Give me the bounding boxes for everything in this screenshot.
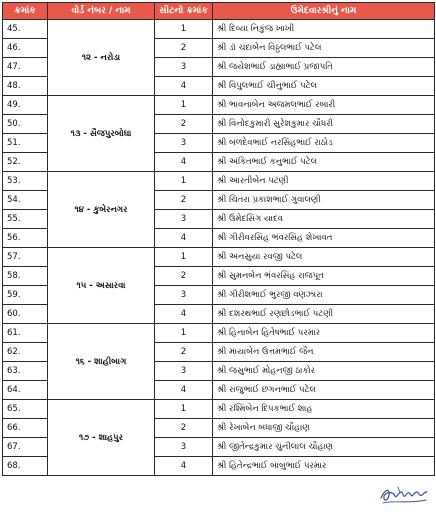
serial-cell: 64.	[3, 381, 48, 400]
serial-cell: 54.	[3, 191, 48, 210]
serial-cell: 68.	[3, 457, 48, 476]
candidate-name-cell: શ્રી આરતીબેન પટણી	[213, 172, 435, 191]
candidate-name-cell: શ્રી જસુભાઈ મોહનજી ઠાકોર	[213, 362, 435, 381]
ward-cell: ૧૫ - અસારવા	[48, 248, 155, 324]
serial-cell: 67.	[3, 438, 48, 457]
seat-cell: 3	[155, 58, 213, 77]
header-seat: સીટનો ક્રમાંક	[155, 3, 213, 20]
candidate-name-cell: શ્રી ચિતરા પ્રકાશભાઈ ગુવાલણી	[213, 191, 435, 210]
serial-cell: 50.	[3, 115, 48, 134]
candidate-name-cell: શ્રી અંકિતભાઈ કનુભાઈ પટેલ	[213, 153, 435, 172]
table-body	[3, 20, 435, 476]
candidate-name-cell: શ્રી રેખાબેન બધાજી ચૌહાણ	[213, 419, 435, 438]
serial-cell: 53.	[3, 172, 48, 191]
candidate-table	[2, 2, 435, 476]
seat-cell: 2	[155, 191, 213, 210]
serial-cell: 62.	[3, 343, 48, 362]
seat-cell: 3	[155, 286, 213, 305]
table-header	[3, 3, 435, 20]
serial-cell: 48.	[3, 77, 48, 96]
candidate-name-cell: શ્રી ગીરીવરસિંહ ભંવરસિંહ શેખાવત	[213, 229, 435, 248]
seat-cell: 4	[155, 153, 213, 172]
seat-cell: 1	[155, 96, 213, 115]
seat-cell: 2	[155, 115, 213, 134]
seat-cell: 1	[155, 324, 213, 343]
candidate-name-cell: શ્રી વિપુલભાઈ ચીનુભાઈ પટેલ	[213, 77, 435, 96]
ward-cell: ૧૭ - શાહપુર	[48, 400, 155, 476]
seat-cell: 4	[155, 77, 213, 96]
serial-cell: 52.	[3, 153, 48, 172]
header-serial: ક્રમાંક	[3, 3, 48, 20]
seat-cell: 1	[155, 400, 213, 419]
candidate-name-cell: શ્રી ગીરીશભાઈ ભુરજી વણઝારા	[213, 286, 435, 305]
ward-cell: ૧૪ - કુબેરનગર	[48, 172, 155, 248]
seat-cell: 4	[155, 381, 213, 400]
seat-cell: 2	[155, 343, 213, 362]
seat-cell: 1	[155, 172, 213, 191]
serial-cell: 63.	[3, 362, 48, 381]
seat-cell: 3	[155, 210, 213, 229]
ward-cell: ૧૨ - નરોડા	[48, 20, 155, 96]
table-row	[3, 400, 435, 419]
serial-cell: 56.	[3, 229, 48, 248]
serial-cell: 60.	[3, 305, 48, 324]
seat-cell: 2	[155, 419, 213, 438]
serial-cell: 58.	[3, 267, 48, 286]
ward-cell: ૧૬ - શાહીબાગ	[48, 324, 155, 400]
candidate-name-cell: શ્રી ભાવનાબેન અજમલભાઈ રબારી	[213, 96, 435, 115]
candidate-name-cell: શ્રી દિવ્યા નિકુંજ ખાખી	[213, 20, 435, 39]
seat-cell: 1	[155, 20, 213, 39]
seat-cell: 3	[155, 362, 213, 381]
candidate-name-cell: શ્રી જીતેન્દ્રકુમાર ચુનીલાલ ચૌહાણ	[213, 438, 435, 457]
seat-cell: 1	[155, 248, 213, 267]
candidate-name-cell: શ્રી સુમનબેન ભંવરસિંહ રાજપૂત	[213, 267, 435, 286]
serial-cell: 51.	[3, 134, 48, 153]
serial-cell: 45.	[3, 20, 48, 39]
candidate-name-cell: શ્રી દશરથભાઈ રણછોડભાઈ પટણી	[213, 305, 435, 324]
candidate-name-cell: શ્રી અનસુયા રવજી પટેલ	[213, 248, 435, 267]
serial-cell: 57.	[3, 248, 48, 267]
candidate-name-cell: શ્રી રાજુભાઈ છગનભાઈ પટેલ	[213, 381, 435, 400]
candidate-name-cell: શ્રી જયેશભાઈ ડાહ્યાભાઈ પ્રજાપતિ	[213, 58, 435, 77]
table-row	[3, 248, 435, 267]
serial-cell: 46.	[3, 39, 48, 58]
candidate-name-cell: શ્રી હિનાબેન હિતેષભાઈ પરમાર	[213, 324, 435, 343]
candidate-name-cell: શ્રી ઉમેદસિંગ યાદવ	[213, 210, 435, 229]
serial-cell: 61.	[3, 324, 48, 343]
seat-cell: 3	[155, 438, 213, 457]
serial-cell: 55.	[3, 210, 48, 229]
candidate-name-cell: શ્રી ડૉ ચંદાબેન વિઠ્ઠલભાઈ પટેલ	[213, 39, 435, 58]
seat-cell: 4	[155, 229, 213, 248]
table-row	[3, 20, 435, 39]
candidate-name-cell: શ્રી માયાબેન ઉત્તમભાઈ જૈન	[213, 343, 435, 362]
candidate-name-cell: શ્રી રશ્મિબેન દિપકભાઈ શાહ	[213, 400, 435, 419]
serial-cell: 47.	[3, 58, 48, 77]
serial-cell: 59.	[3, 286, 48, 305]
table-row	[3, 172, 435, 191]
serial-cell: 66.	[3, 419, 48, 438]
header-candidate: ઉમેદવારશ્રીનું નામ	[213, 3, 435, 20]
serial-cell: 65.	[3, 400, 48, 419]
seat-cell: 4	[155, 305, 213, 324]
header-row	[3, 3, 435, 20]
header-ward: વોર્ડ નંબર / નામ	[48, 3, 155, 20]
seat-cell: 2	[155, 267, 213, 286]
candidate-name-cell: શ્રી વિનોદકુમારી સુરેશકુમાર ચૌધરી	[213, 115, 435, 134]
seat-cell: 3	[155, 134, 213, 153]
candidate-name-cell: શ્રી હિતેન્દ્રભાઈ બાબુભાઈ પરમાર	[213, 457, 435, 476]
table-row	[3, 324, 435, 343]
ward-cell: ૧૩ - સૈજપુરબોઘા	[48, 96, 155, 172]
serial-cell: 49.	[3, 96, 48, 115]
seat-cell: 4	[155, 457, 213, 476]
signature-icon	[378, 483, 430, 507]
candidate-name-cell: શ્રી બળદેવભાઈ નરસિંહભાઈ રાઠોડ	[213, 134, 435, 153]
table-row	[3, 96, 435, 115]
seat-cell: 2	[155, 39, 213, 58]
